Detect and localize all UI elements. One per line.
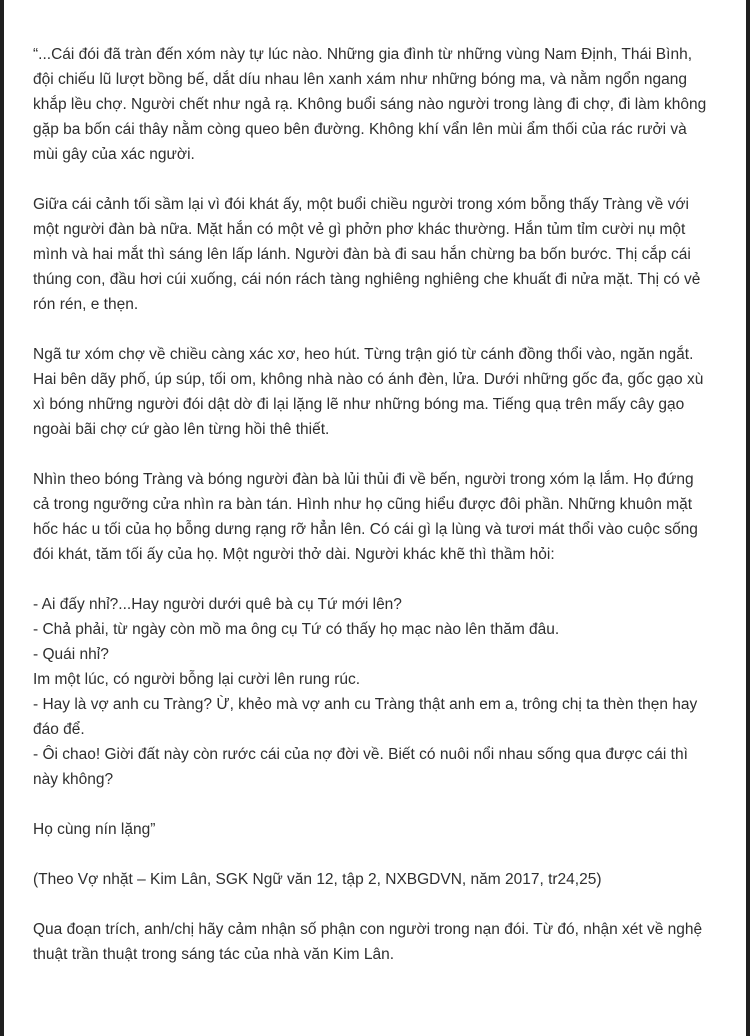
dialogue-line-3: - Quái nhỉ? [33, 646, 109, 663]
essay-question: Qua đoạn trích, anh/chị hãy cảm nhận số phận con người trong nạn đói. Từ đó, nhận xét về nghệ thuật trần thuật trong sáng tác của nhà văn Kim Lân. [33, 921, 703, 963]
citation: (Theo Vợ nhặt – Kim Lân, SGK Ngữ văn 12, tập 2, NXBGDVN, năm 2017, tr24,25) [33, 871, 602, 888]
dialogue-line-6: - Ôi chao! Giời đất này còn rước cái của nợ đời về. Biết có nuôi nổi nhau sống qua được cái thì này không? [33, 746, 688, 788]
dialogue-line-5: - Hay là vợ anh cu Tràng? Ừ, khẻo mà vợ anh cu Tràng thật anh em a, trông chị ta thèn thẹn hay đáo để. [33, 696, 698, 738]
passage-paragraph-3: Ngã tư xóm chợ về chiều càng xác xơ, heo hút. Từng trận gió từ cánh đồng thổi vào, ngăn ngắt. Hai bên dãy phố, úp súp, tối om, không nhà nào có ánh đèn, lửa. Dưới những gốc đa, gốc gạo xù xì bóng những người đói dật dờ đi lại lặng lẽ như những bóng ma. Tiếng quạ trên mấy cây gạo ngoài bãi chợ cứ gào lên từng hồi thê thiết. [33, 346, 704, 438]
closing-line: Họ cùng nín lặng” [33, 821, 156, 838]
passage-paragraph-4: Nhìn theo bóng Tràng và bóng người đàn bà lủi thủi đi về bến, người trong xóm lạ lắm. Họ đứng cả trong ngưỡng cửa nhìn ra bàn tán. Hình như họ cũng hiểu được đôi phần. Những khuôn mặt hốc hác u tối của họ bỗng dưng rạng rỡ hẳn lên. Có cái gì lạ lùng và tươi mát thổi vào cuộc sống đói khát, tăm tối ấy của họ. Một người thở dài. Người khác khẽ thì thầm hỏi: [33, 471, 698, 563]
dialogue-line-1: - Ai đấy nhỉ?...Hay người dưới quê bà cụ Tứ mới lên? [33, 596, 402, 613]
document-page [4, 0, 746, 1036]
passage-paragraph-1: “...Cái đói đã tràn đến xóm này tự lúc nào. Những gia đình từ những vùng Nam Định, Thái Bình, đội chiếu lũ lượt bồng bế, dắt díu nhau lên xanh xám như những bóng ma, và nằm ngổn ngang khắp lều chợ. Người chết như ngả rạ. Không buổi sáng nào người trong làng đi chợ, đi làm không gặp ba bốn cái thây nằm còng queo bên đường. Không khí vẩn lên mùi ẩm thối của rác rưởi và mùi gây của xác người. [33, 46, 707, 163]
passage-paragraph-2: Giữa cái cảnh tối sầm lại vì đói khát ấy, một buổi chiều người trong xóm bỗng thấy Tràng về với một người đàn bà nữa. Mặt hắn có một vẻ gì phởn phơ khác thường. Hắn tủm tỉm cười nụ một mình và hai mắt thì sáng lên lấp lánh. Người đàn bà đi sau hắn chừng ba bốn bước. Thị cắp cái thúng con, đầu hơi cúi xuống, cái nón rách tàng nghiêng nghiêng che khuất đi nửa mặt. Thị có vẻ rón rén, e thẹn. [33, 196, 701, 313]
dialogue-line-4: Im một lúc, có người bỗng lại cười lên rung rúc. [33, 671, 361, 688]
dialogue-line-2: - Chả phải, từ ngày còn mồ ma ông cụ Tứ có thấy họ mạc nào lên thăm đâu. [33, 621, 560, 638]
dialogue-block [33, 592, 714, 792]
